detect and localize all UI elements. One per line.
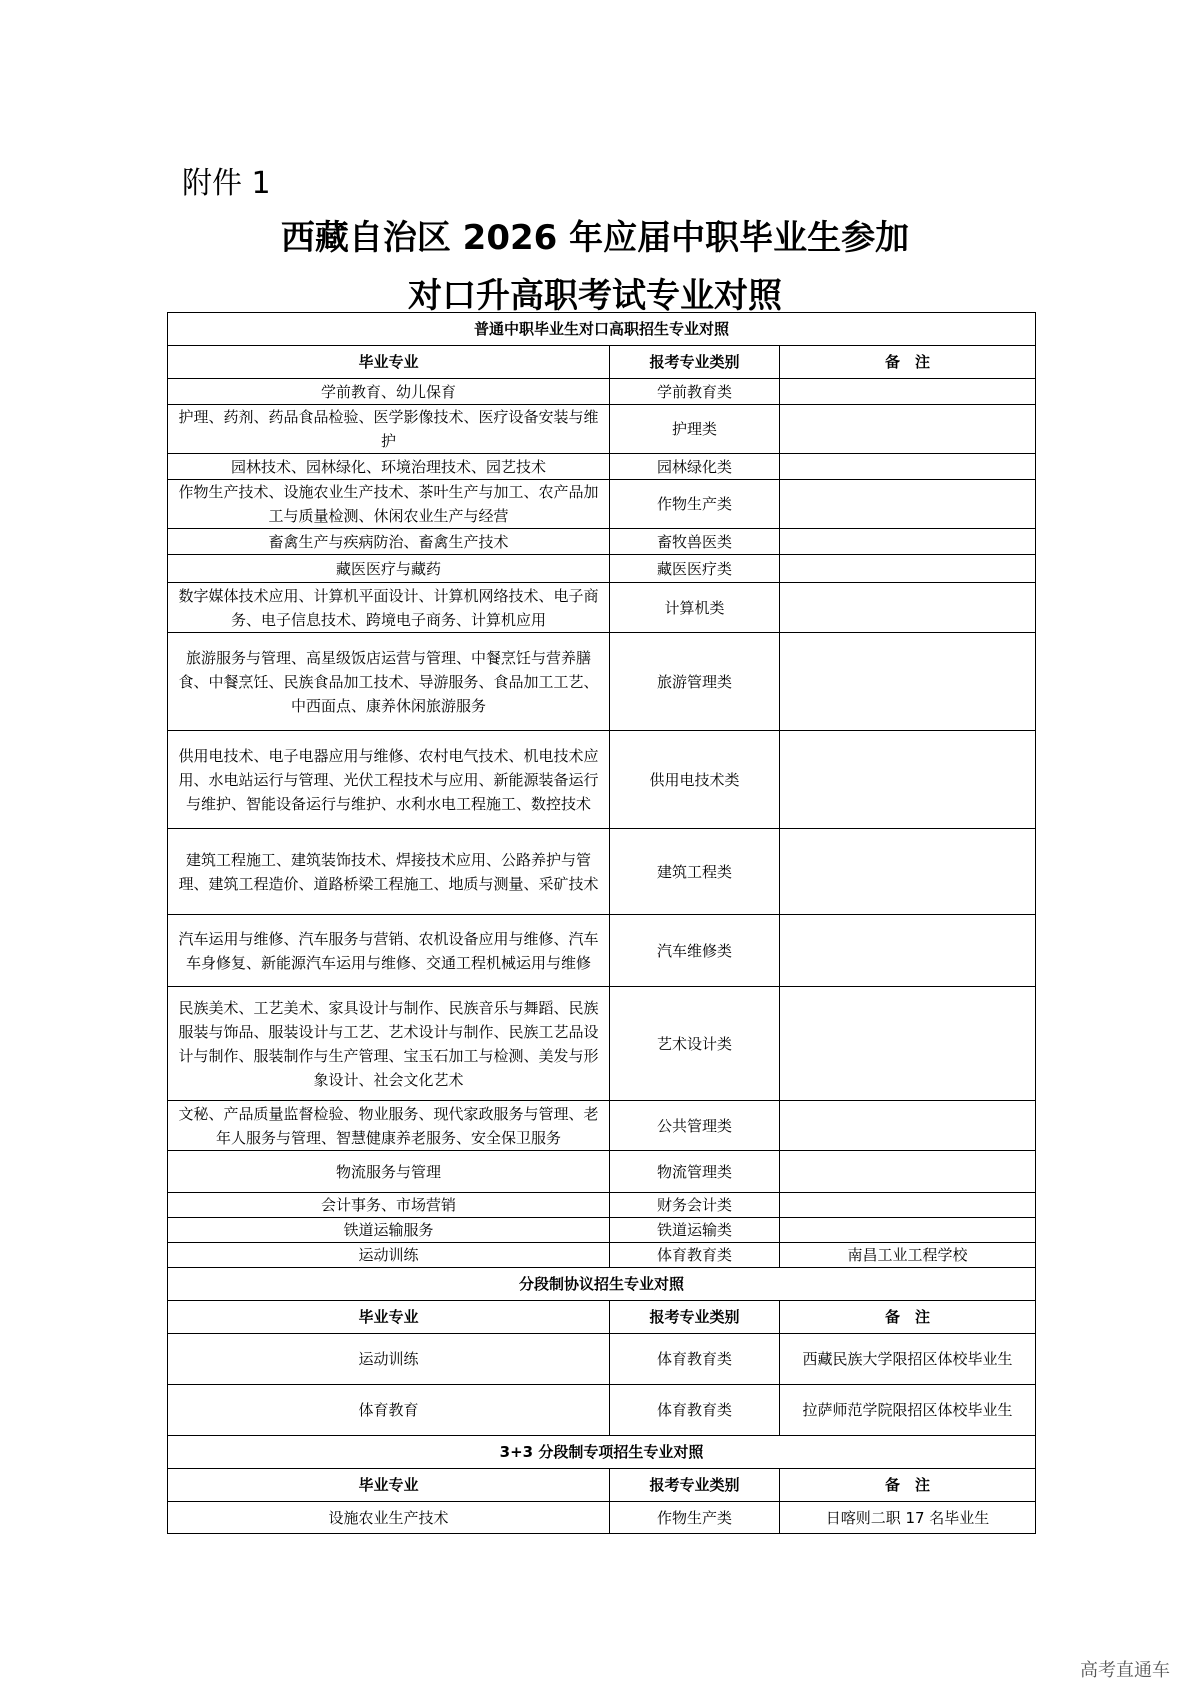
table-row <box>168 1385 1036 1436</box>
cell-remarks <box>780 529 1036 555</box>
cell-graduate-major: 体育教育 <box>168 1385 610 1436</box>
watermark: 高考直通车 <box>1080 1660 1170 1681</box>
table-row <box>168 1193 1036 1218</box>
section-heading: 3+3 分段制专项招生专业对照 <box>168 1436 1036 1469</box>
table-row <box>168 1218 1036 1243</box>
cell-graduate-major: 旅游服务与管理、高星级饭店运营与管理、中餐烹饪与营养膳食、中餐烹饪、民族食品加工技术、导游服务、食品加工工艺、中西面点、康养休闲旅游服务 <box>168 633 610 731</box>
header-graduate-major: 毕业专业 <box>168 1469 610 1502</box>
cell-exam-category: 体育教育类 <box>610 1385 780 1436</box>
cell-exam-category: 公共管理类 <box>610 1101 780 1151</box>
cell-graduate-major: 数字媒体技术应用、计算机平面设计、计算机网络技术、电子商务、电子信息技术、跨境电子商务、计算机应用 <box>168 583 610 633</box>
table-row <box>168 731 1036 829</box>
table-row <box>168 1151 1036 1193</box>
header-graduate-major: 毕业专业 <box>168 346 610 379</box>
section-heading-row <box>168 1268 1036 1301</box>
table-row <box>168 1502 1036 1534</box>
cell-graduate-major: 园林技术、园林绿化、环境治理技术、园艺技术 <box>168 454 610 480</box>
cell-exam-category: 作物生产类 <box>610 1502 780 1534</box>
cell-exam-category: 学前教育类 <box>610 379 780 405</box>
cell-remarks <box>780 555 1036 583</box>
cell-exam-category: 财务会计类 <box>610 1193 780 1218</box>
cell-remarks: 南昌工业工程学校 <box>780 1243 1036 1268</box>
cell-remarks <box>780 987 1036 1101</box>
table-row <box>168 1334 1036 1385</box>
cell-remarks <box>780 1101 1036 1151</box>
column-header-row <box>168 1301 1036 1334</box>
section-heading-row <box>168 313 1036 346</box>
table-row <box>168 987 1036 1101</box>
cell-exam-category: 物流管理类 <box>610 1151 780 1193</box>
cell-exam-category: 汽车维修类 <box>610 915 780 987</box>
section-heading: 普通中职毕业生对口高职招生专业对照 <box>168 313 1036 346</box>
cell-graduate-major: 作物生产技术、设施农业生产技术、茶叶生产与加工、农产品加工与质量检测、休闲农业生产与经营 <box>168 480 610 529</box>
cell-exam-category: 畜牧兽医类 <box>610 529 780 555</box>
cell-graduate-major: 畜禽生产与疾病防治、畜禽生产技术 <box>168 529 610 555</box>
cell-exam-category: 计算机类 <box>610 583 780 633</box>
document-title-line-1: 西藏自治区 2026 年应届中职毕业生参加 <box>280 218 910 258</box>
cell-graduate-major: 运动训练 <box>168 1243 610 1268</box>
table-row <box>168 529 1036 555</box>
header-remarks: 备 注 <box>780 1469 1036 1502</box>
cell-remarks <box>780 454 1036 480</box>
cell-remarks <box>780 1193 1036 1218</box>
table-row <box>168 915 1036 987</box>
header-remarks: 备 注 <box>780 346 1036 379</box>
cell-exam-category: 供用电技术类 <box>610 731 780 829</box>
cell-remarks: 日喀则二职 17 名毕业生 <box>780 1502 1036 1534</box>
cell-remarks <box>780 1151 1036 1193</box>
cell-remarks <box>780 915 1036 987</box>
cell-graduate-major: 会计事务、市场营销 <box>168 1193 610 1218</box>
column-header-row <box>168 1469 1036 1502</box>
cell-exam-category: 护理类 <box>610 405 780 454</box>
header-exam-category: 报考专业类别 <box>610 1469 780 1502</box>
table-row <box>168 480 1036 529</box>
header-graduate-major: 毕业专业 <box>168 1301 610 1334</box>
cell-remarks: 西藏民族大学限招区体校毕业生 <box>780 1334 1036 1385</box>
table-row <box>168 1243 1036 1268</box>
cell-exam-category: 建筑工程类 <box>610 829 780 915</box>
cell-graduate-major: 学前教育、幼儿保育 <box>168 379 610 405</box>
cell-graduate-major: 藏医医疗与藏药 <box>168 555 610 583</box>
cell-remarks <box>780 405 1036 454</box>
section-heading-row <box>168 1436 1036 1469</box>
cell-remarks <box>780 829 1036 915</box>
header-exam-category: 报考专业类别 <box>610 1301 780 1334</box>
cell-graduate-major: 运动训练 <box>168 1334 610 1385</box>
table-row <box>168 829 1036 915</box>
table-row <box>168 583 1036 633</box>
table-row <box>168 1101 1036 1151</box>
cell-graduate-major: 设施农业生产技术 <box>168 1502 610 1534</box>
cell-exam-category: 藏医医疗类 <box>610 555 780 583</box>
cell-exam-category: 体育教育类 <box>610 1334 780 1385</box>
cell-graduate-major: 文秘、产品质量监督检验、物业服务、现代家政服务与管理、老年人服务与管理、智慧健康养老服务、安全保卫服务 <box>168 1101 610 1151</box>
cell-exam-category: 体育教育类 <box>610 1243 780 1268</box>
cell-remarks: 拉萨师范学院限招区体校毕业生 <box>780 1385 1036 1436</box>
cell-graduate-major: 民族美术、工艺美术、家具设计与制作、民族音乐与舞蹈、民族服装与饰品、服装设计与工艺、艺术设计与制作、民族工艺品设计与制作、服装制作与生产管理、宝玉石加工与检测、美发与形象设计、社会文化艺术 <box>168 987 610 1101</box>
cell-graduate-major: 汽车运用与维修、汽车服务与营销、农机设备应用与维修、汽车车身修复、新能源汽车运用与维修、交通工程机械运用与维修 <box>168 915 610 987</box>
cell-graduate-major: 物流服务与管理 <box>168 1151 610 1193</box>
table-body <box>168 313 1036 1534</box>
cell-remarks <box>780 731 1036 829</box>
cell-exam-category: 铁道运输类 <box>610 1218 780 1243</box>
cell-remarks <box>780 379 1036 405</box>
cell-graduate-major: 护理、药剂、药品食品检验、医学影像技术、医疗设备安装与维护 <box>168 405 610 454</box>
cell-graduate-major: 铁道运输服务 <box>168 1218 610 1243</box>
table-row <box>168 405 1036 454</box>
cell-remarks <box>780 480 1036 529</box>
document-title-line-2: 对口升高职考试专业对照 <box>408 276 782 316</box>
section-heading: 分段制协议招生专业对照 <box>168 1268 1036 1301</box>
cell-exam-category: 旅游管理类 <box>610 633 780 731</box>
cell-graduate-major: 供用电技术、电子电器应用与维修、农村电气技术、机电技术应用、水电站运行与管理、光伏工程技术与应用、新能源装备运行与维护、智能设备运行与维护、水利水电工程施工、数控技术 <box>168 731 610 829</box>
cell-remarks <box>780 1218 1036 1243</box>
table-row <box>168 454 1036 480</box>
header-remarks: 备 注 <box>780 1301 1036 1334</box>
cell-remarks <box>780 583 1036 633</box>
major-mapping-table <box>167 312 1036 1534</box>
column-header-row <box>168 346 1036 379</box>
table-row <box>168 633 1036 731</box>
cell-graduate-major: 建筑工程施工、建筑装饰技术、焊接技术应用、公路养护与管理、建筑工程造价、道路桥梁工程施工、地质与测量、采矿技术 <box>168 829 610 915</box>
table-row <box>168 379 1036 405</box>
header-exam-category: 报考专业类别 <box>610 346 780 379</box>
table-row <box>168 555 1036 583</box>
attachment-label: 附件 1 <box>182 166 271 201</box>
cell-exam-category: 园林绿化类 <box>610 454 780 480</box>
cell-exam-category: 艺术设计类 <box>610 987 780 1101</box>
cell-exam-category: 作物生产类 <box>610 480 780 529</box>
cell-remarks <box>780 633 1036 731</box>
